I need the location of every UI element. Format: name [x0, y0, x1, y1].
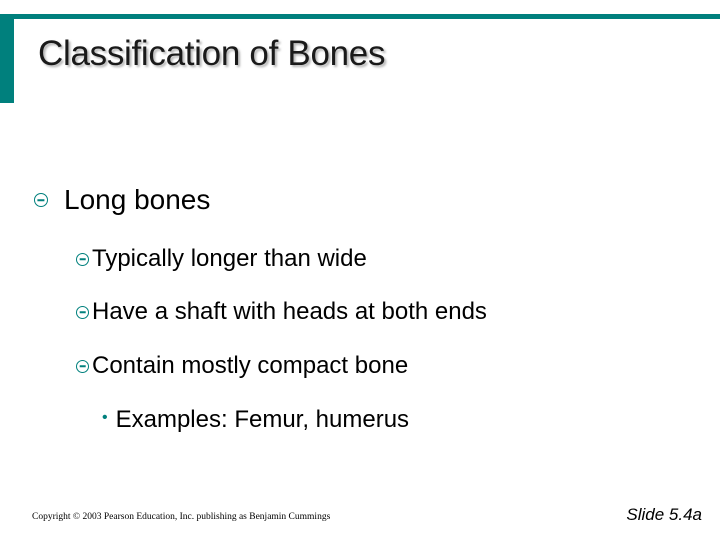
- slide-title: Classification of Bones: [38, 34, 386, 73]
- title-accent-side: [0, 17, 14, 103]
- sub-bullet-text: Contain mostly compact bone: [92, 352, 409, 379]
- sub-bullet-compact-bone: [76, 349, 408, 383]
- title-accent-bar: [0, 14, 720, 19]
- bullet-circle-icon: [34, 193, 48, 207]
- sub-sub-bullet-examples: [102, 403, 409, 437]
- bullet-circle-icon: [76, 360, 89, 373]
- sub-bullet-text: Have a shaft with heads at both ends: [92, 298, 487, 325]
- sub-bullet-text: Typically longer than wide: [92, 245, 367, 272]
- slide-number: Slide 5.4a: [626, 505, 702, 524]
- sub-bullet-shaft-heads: [76, 295, 487, 329]
- sub-bullet-typically-longer: [76, 242, 367, 276]
- copyright-notice: Copyright © 2003 Pearson Education, Inc. publishing as Benjamin Cummings: [32, 512, 331, 522]
- sub-sub-bullet-text: Examples: Femur, humerus: [115, 406, 410, 433]
- bullet-long-bones: [34, 181, 210, 219]
- bullet-dot-icon: •: [102, 409, 108, 426]
- bullet-circle-icon: [76, 253, 89, 266]
- bullet-text: Long bones: [64, 184, 211, 215]
- bullet-circle-icon: [76, 306, 89, 319]
